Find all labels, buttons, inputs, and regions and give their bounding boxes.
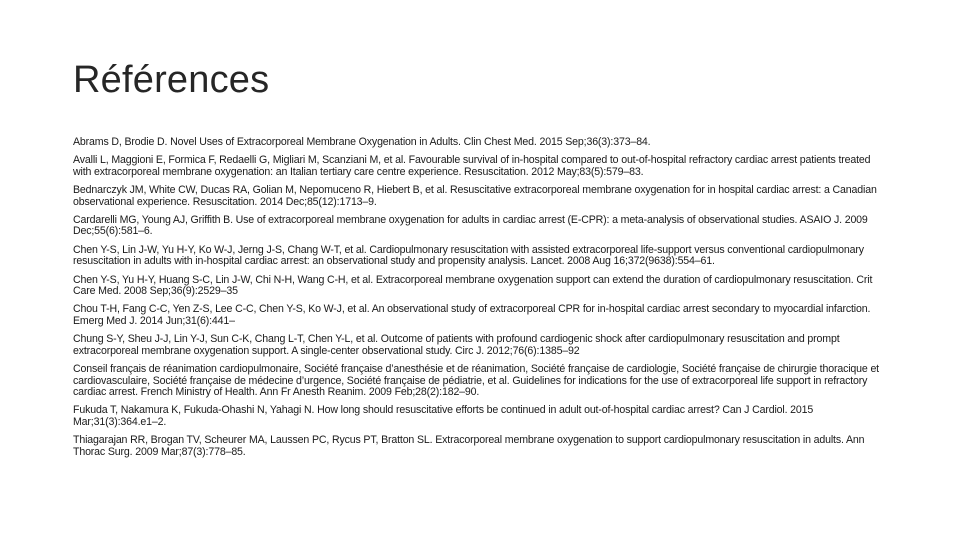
reference-item: Avalli L, Maggioni E, Formica F, Redaelli G, Migliari M, Scanziani M, et al. Favourable survival of in-hospital compared to out-of-hospital refractory cardiac arrest patients treated with extracorporeal membrane oxygenation: an Italian tertiary care centre experience. Resuscitation. 2012 May;83(5):579–83. xyxy=(73,154,871,178)
reference-item: Chou T-H, Fang C-C, Yen Z-S, Lee C-C, Chen Y-S, Ko W-J, et al. An observational study of extracorporeal CPR for in-hospital cardiac arrest secondary to myocardial infarction. Emerg Med J. 2014 Jun;31(6):441– xyxy=(73,303,871,327)
reference-item: Cardarelli MG, Young AJ, Griffith B. Use of extracorporeal membrane oxygenation for adults in cardiac arrest (E-CPR): a meta-analysis of observational studies. ASAIO J. 2009 Dec;55(6):581–6. xyxy=(73,214,868,238)
reference-item: Chen Y-S, Yu H-Y, Huang S-C, Lin J-W, Chi N-H, Wang C-H, et al. Extracorporeal membrane oxygenation support can extend the duration of cardiopulmonary resuscitation. Crit Care Med. 2008 Sep;36(9):2529–35 xyxy=(73,273,873,298)
reference-item: Abrams D, Brodie D. Novel Uses of Extracorporeal Membrane Oxygenation in Adults. Clin Chest Med. 2015 Sep;36(3):373–84. xyxy=(73,136,651,148)
reference-item: Chen Y-S, Lin J-W, Yu H-Y, Ko W-J, Jerng J-S, Chang W-T, et al. Cardiopulmonary resuscitation with assisted extracorporeal life-support versus conventional cardiopulmonary resuscitation in adults with in-hospital cardiac arrest: an observational study and propensity analysis. Lancet. 2008 Aug 16;372(9638):554–61. xyxy=(73,243,864,268)
reference-item: Conseil français de réanimation cardiopulmonaire, Société française d’anesthésie et de réanimation, Société française de cardiologie, Société française de chirurgie thoracique et cardiovasculaire, Société française de médecine d’urgence, Société française de pédiatrie, et al. Guidelines for indications for the use of extracorporeal life support in refractory cardiac arrest. French Ministry of Health. Ann Fr Anesth Reanim. 2009 Feb;28(2):182–90. xyxy=(73,363,879,398)
page-title: Références xyxy=(73,59,270,101)
reference-item: Fukuda T, Nakamura K, Fukuda-Ohashi N, Yahagi N. How long should resuscitative efforts be continued in adult out-of-hospital cardiac arrest? Can J Cardiol. 2015 Mar;31(3):364.e1–2. xyxy=(73,404,814,428)
reference-item: Chung S-Y, Sheu J-J, Lin Y-J, Sun C-K, Chang L-T, Chen Y-L, et al. Outcome of patients with profound cardiogenic shock after cardiopulmonary resuscitation and prompt extracorporeal membrane oxygenation support. A single-center observational study. Circ J. 2012;76(6):1385–92 xyxy=(73,333,840,357)
reference-list xyxy=(73,137,891,465)
reference-item: Bednarczyk JM, White CW, Ducas RA, Golian M, Nepomuceno R, Hiebert B, et al. Resuscitative extracorporeal membrane oxygenation for in hospital cardiac arrest: a Canadian observational experience. Resuscitation. 2014 Dec;85(12):1713–9. xyxy=(73,184,877,208)
reference-item: Thiagarajan RR, Brogan TV, Scheurer MA, Laussen PC, Rycus PT, Bratton SL. Extracorporeal membrane oxygenation to support cardiopulmonary resuscitation in adults. Ann Thorac Surg. 2009 Mar;87(3):778–85. xyxy=(73,434,865,458)
